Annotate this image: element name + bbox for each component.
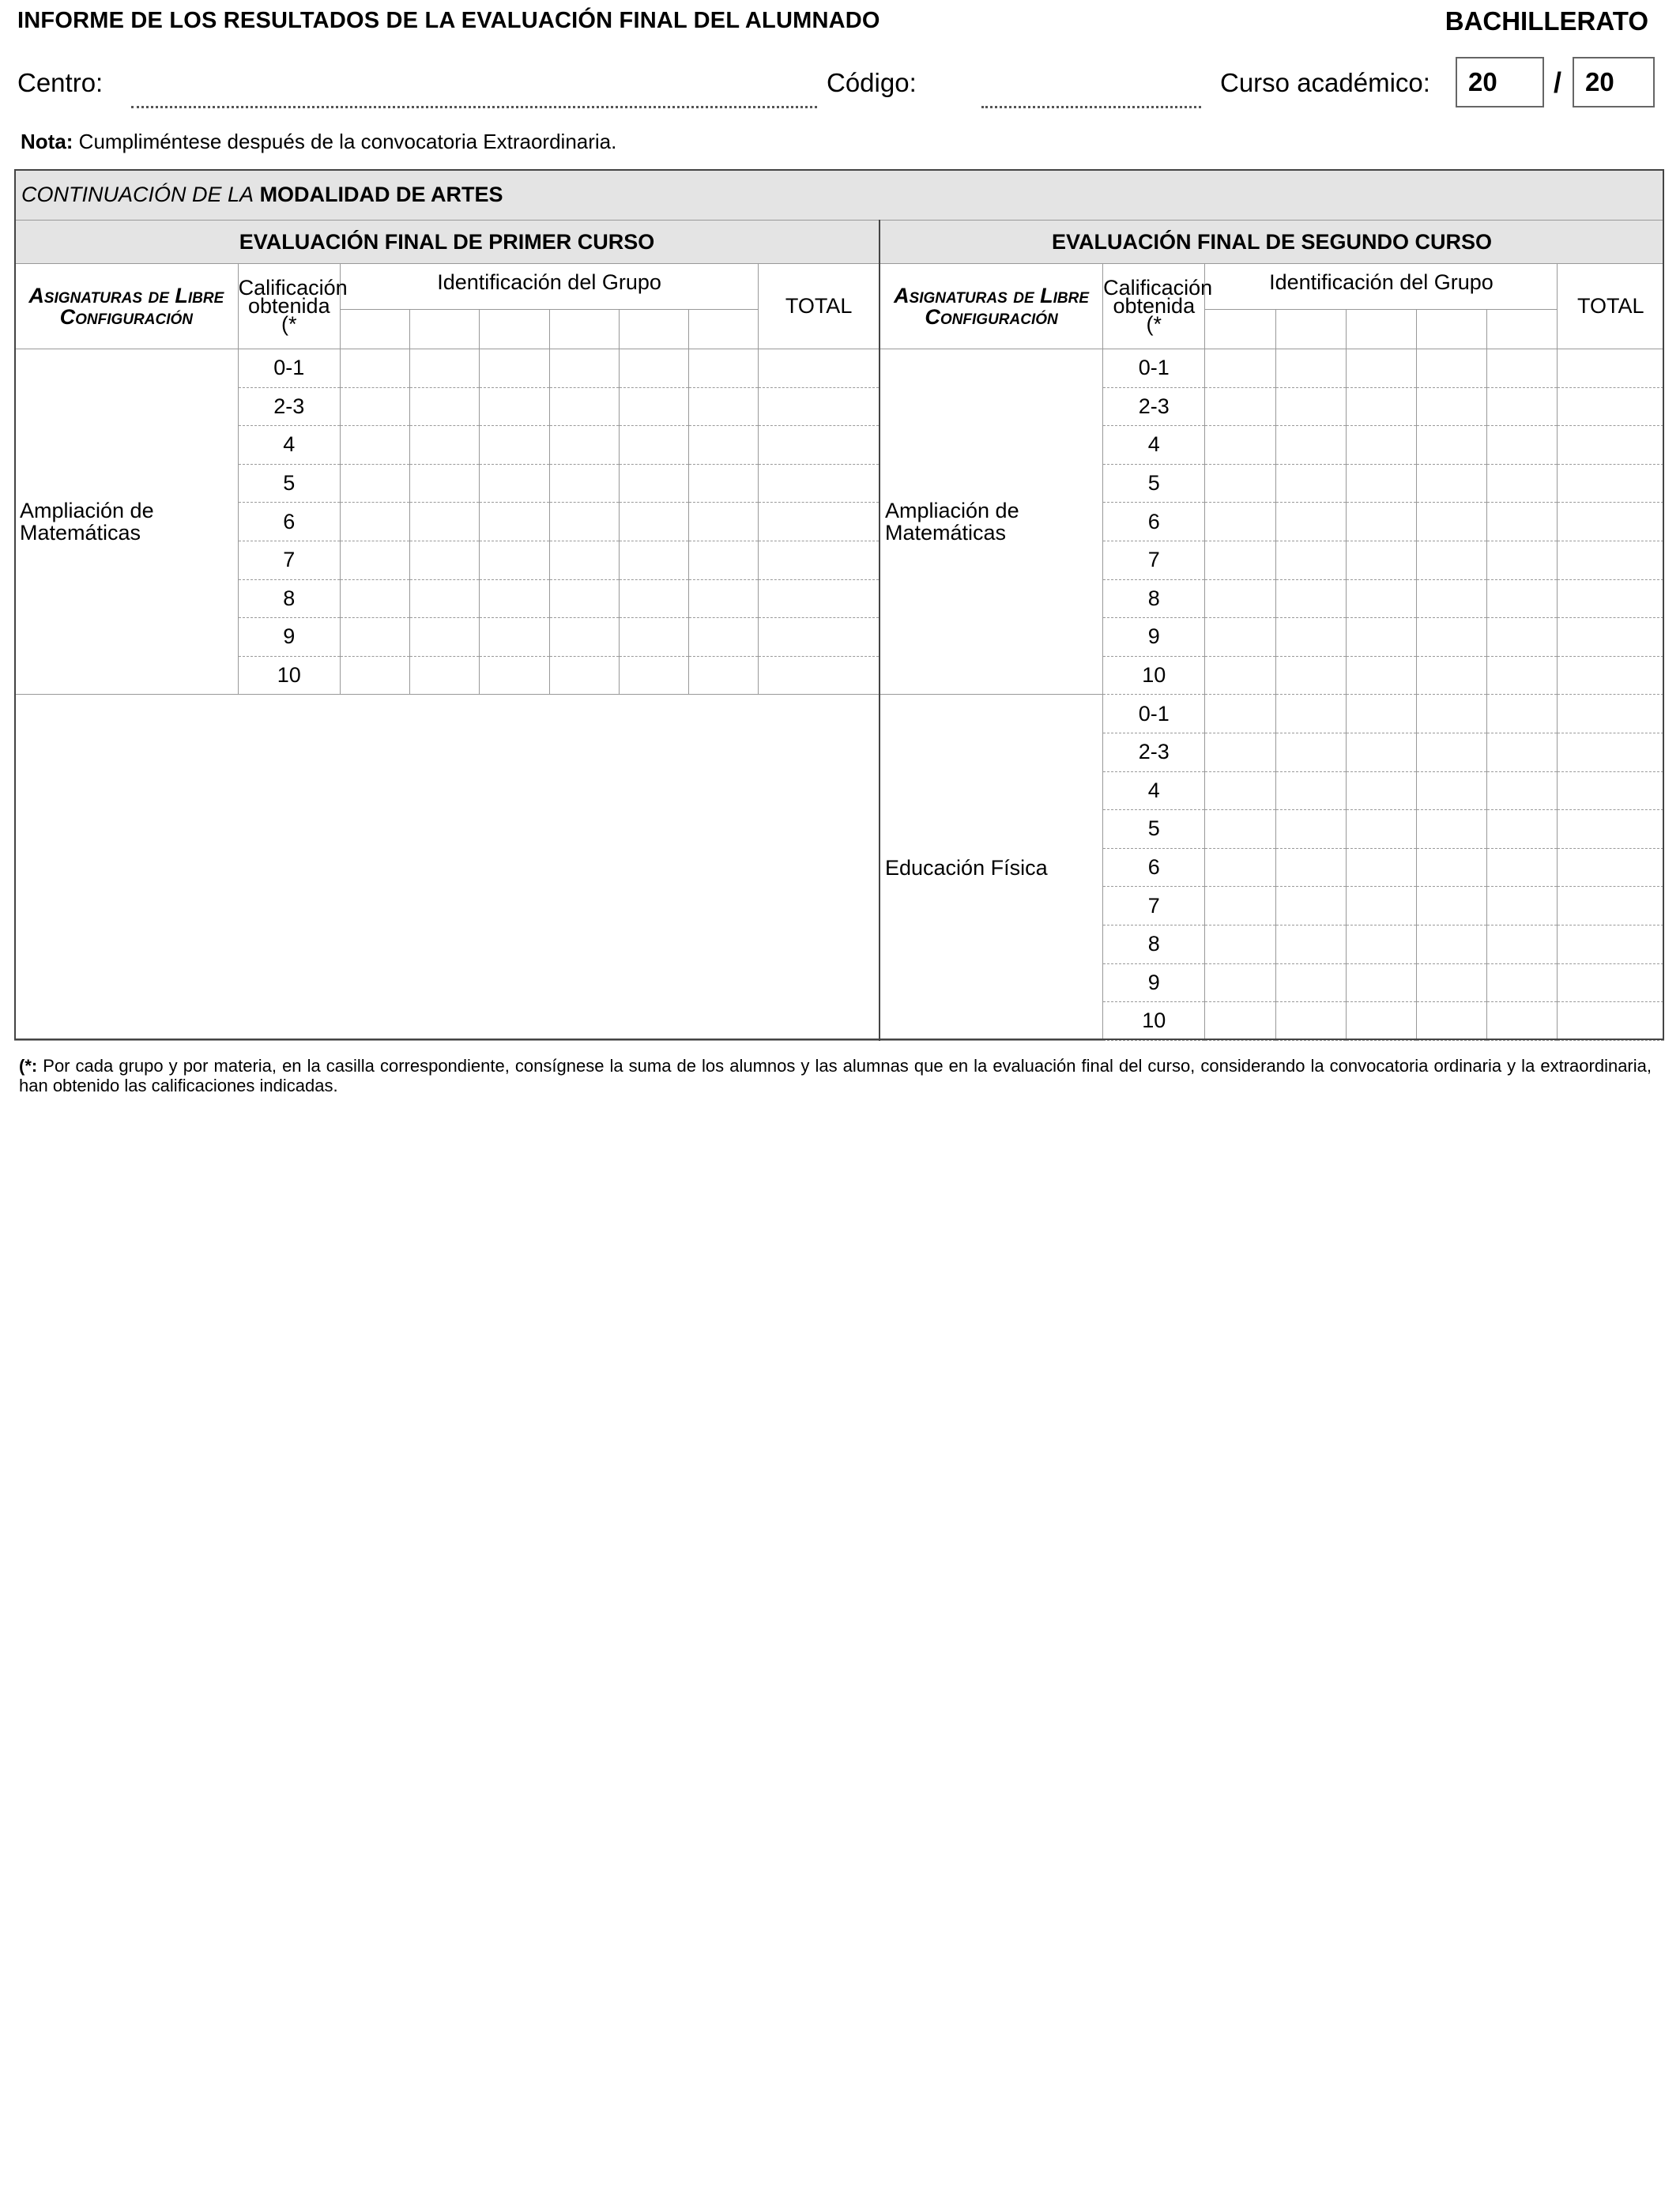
grade-row bbox=[15, 426, 1664, 465]
band-bold: MODALIDAD DE ARTES bbox=[259, 183, 503, 206]
total-cell[interactable] bbox=[1558, 464, 1664, 503]
count-cell[interactable] bbox=[1346, 887, 1416, 925]
document-title: INFORME DE LOS RESULTADOS DE LA EVALUACIÓN FINAL DEL ALUMNADO bbox=[17, 8, 880, 33]
total-cell[interactable] bbox=[1558, 1002, 1664, 1041]
footnote-mark: (*: bbox=[19, 1056, 38, 1076]
footnote-text: Por cada grupo y por materia, en la casilla correspondiente, consígnese la suma de los alumnos y las alumnas que en la evaluación final del curso, considerando la convocatoria ordinaria y la extraordinaria, han obtenido las calificaciones indicadas. bbox=[19, 1056, 1652, 1095]
count-cell[interactable] bbox=[549, 541, 619, 579]
count-cell[interactable] bbox=[1417, 733, 1487, 771]
group-id-cell[interactable] bbox=[1205, 310, 1275, 349]
total-cell[interactable] bbox=[1558, 695, 1664, 733]
count-cell[interactable] bbox=[549, 464, 619, 503]
count-cell[interactable] bbox=[1346, 925, 1416, 963]
total-cell[interactable] bbox=[1558, 579, 1664, 618]
count-cell[interactable] bbox=[619, 618, 688, 657]
count-cell[interactable] bbox=[410, 426, 480, 465]
count-cell[interactable] bbox=[410, 579, 480, 618]
grade-label: 10 bbox=[238, 656, 340, 695]
grade-label: 9 bbox=[1103, 618, 1205, 657]
group-id-cell[interactable] bbox=[619, 310, 688, 349]
count-cell[interactable] bbox=[340, 387, 409, 426]
grade-row bbox=[15, 503, 1664, 541]
count-cell[interactable] bbox=[1346, 349, 1416, 388]
count-cell[interactable] bbox=[480, 387, 549, 426]
count-cell[interactable] bbox=[1275, 541, 1346, 579]
count-cell[interactable] bbox=[1346, 656, 1416, 695]
count-cell[interactable] bbox=[1487, 1002, 1558, 1041]
count-cell[interactable] bbox=[1417, 925, 1487, 963]
grade-label: 9 bbox=[238, 618, 340, 657]
group-id-cell[interactable] bbox=[1346, 310, 1416, 349]
total-cell[interactable] bbox=[1558, 733, 1664, 771]
group-id-cell[interactable] bbox=[1275, 310, 1346, 349]
group-id-cell[interactable] bbox=[688, 310, 758, 349]
grade-label: 5 bbox=[238, 464, 340, 503]
grade-label: 7 bbox=[1103, 541, 1205, 579]
count-cell[interactable] bbox=[410, 503, 480, 541]
calif-header-2 bbox=[1103, 264, 1213, 349]
count-cell[interactable] bbox=[688, 656, 758, 695]
note bbox=[21, 130, 616, 154]
count-cell[interactable] bbox=[1275, 1002, 1346, 1041]
count-cell[interactable] bbox=[1275, 695, 1346, 733]
first-subject: Ampliación de Matemáticas bbox=[15, 349, 239, 695]
count-cell[interactable] bbox=[410, 541, 480, 579]
count-cell[interactable] bbox=[1487, 771, 1558, 810]
count-cell[interactable] bbox=[1417, 1002, 1487, 1041]
total-cell[interactable] bbox=[759, 426, 880, 465]
count-cell[interactable] bbox=[1205, 963, 1275, 1002]
grade-label: 0-1 bbox=[1103, 349, 1205, 388]
total-cell[interactable] bbox=[1558, 349, 1664, 388]
total-cell[interactable] bbox=[759, 579, 880, 618]
count-cell[interactable] bbox=[1275, 387, 1346, 426]
count-cell[interactable] bbox=[340, 618, 409, 657]
count-cell[interactable] bbox=[549, 503, 619, 541]
count-cell[interactable] bbox=[1275, 349, 1346, 388]
count-cell[interactable] bbox=[1275, 925, 1346, 963]
note-text: Cumpliméntese después de la convocatoria Extraordinaria. bbox=[73, 130, 617, 153]
total-cell[interactable] bbox=[1558, 887, 1664, 925]
grade-label: 7 bbox=[238, 541, 340, 579]
total-cell[interactable] bbox=[1558, 963, 1664, 1002]
count-cell[interactable] bbox=[1205, 810, 1275, 849]
modality-band bbox=[15, 170, 1664, 221]
count-cell[interactable] bbox=[549, 387, 619, 426]
band-italic: CONTINUACIÓN DE LA bbox=[21, 183, 254, 206]
count-cell[interactable] bbox=[1205, 656, 1275, 695]
count-cell[interactable] bbox=[1346, 771, 1416, 810]
count-cell[interactable] bbox=[619, 349, 688, 388]
count-cell[interactable] bbox=[340, 349, 409, 388]
count-cell[interactable] bbox=[619, 541, 688, 579]
count-cell[interactable] bbox=[1487, 387, 1558, 426]
curso-label: Curso académico: bbox=[1220, 68, 1430, 97]
subjects-header-1 bbox=[15, 264, 239, 349]
count-cell[interactable] bbox=[410, 656, 480, 695]
grade-row bbox=[15, 618, 1664, 657]
count-cell[interactable] bbox=[688, 349, 758, 388]
count-cell[interactable] bbox=[1346, 848, 1416, 887]
count-cell[interactable] bbox=[1417, 579, 1487, 618]
grade-label: 4 bbox=[238, 426, 340, 465]
count-cell[interactable] bbox=[1275, 464, 1346, 503]
count-cell[interactable] bbox=[480, 426, 549, 465]
calif-line3: (* bbox=[1146, 312, 1162, 336]
count-cell[interactable] bbox=[1205, 579, 1275, 618]
subjects-header-line1: Asignaturas de Libre bbox=[28, 283, 224, 307]
empty-block bbox=[15, 695, 880, 1040]
count-cell[interactable] bbox=[1346, 618, 1416, 657]
year-separator: / bbox=[1554, 66, 1562, 99]
education-level: BACHILLERATO bbox=[1445, 6, 1648, 36]
grade-row bbox=[15, 387, 1664, 426]
grade-row bbox=[15, 579, 1664, 618]
count-cell[interactable] bbox=[1417, 810, 1487, 849]
grade-label: 8 bbox=[1103, 579, 1205, 618]
count-cell[interactable] bbox=[1346, 503, 1416, 541]
count-cell[interactable] bbox=[1205, 503, 1275, 541]
count-cell[interactable] bbox=[480, 656, 549, 695]
subjects-header-line1: Asignaturas de Libre bbox=[894, 283, 1090, 307]
total-header-1: TOTAL bbox=[759, 264, 880, 349]
grade-label: 2-3 bbox=[238, 387, 340, 426]
calif-line3: (* bbox=[281, 312, 297, 336]
total-cell[interactable] bbox=[759, 349, 880, 388]
calif-line1: Calificación bbox=[1103, 276, 1213, 300]
count-cell[interactable] bbox=[1346, 1002, 1416, 1041]
count-cell[interactable] bbox=[1487, 618, 1558, 657]
grade-label: 8 bbox=[1103, 925, 1205, 963]
grade-row bbox=[15, 349, 1664, 388]
count-cell[interactable] bbox=[1487, 579, 1558, 618]
count-cell[interactable] bbox=[1487, 656, 1558, 695]
count-cell[interactable] bbox=[619, 387, 688, 426]
total-cell[interactable] bbox=[1558, 848, 1664, 887]
total-cell[interactable] bbox=[1558, 541, 1664, 579]
count-cell[interactable] bbox=[688, 503, 758, 541]
codigo-label: Código: bbox=[827, 68, 917, 97]
count-cell[interactable] bbox=[1205, 618, 1275, 657]
calif-line2: obtenida bbox=[247, 294, 330, 318]
grade-label: 9 bbox=[1103, 963, 1205, 1002]
group-id-cell[interactable] bbox=[410, 310, 480, 349]
total-cell[interactable] bbox=[759, 387, 880, 426]
grade-row bbox=[15, 656, 1664, 695]
second-course-header: EVALUACIÓN FINAL DE SEGUNDO CURSO bbox=[880, 221, 1664, 264]
grade-label: 7 bbox=[1103, 887, 1205, 925]
total-cell[interactable] bbox=[1558, 387, 1664, 426]
count-cell[interactable] bbox=[1205, 733, 1275, 771]
count-cell[interactable] bbox=[1487, 925, 1558, 963]
count-cell[interactable] bbox=[549, 579, 619, 618]
count-cell[interactable] bbox=[480, 503, 549, 541]
grade-label: 0-1 bbox=[238, 349, 340, 388]
grade-label: 2-3 bbox=[1103, 733, 1205, 771]
grade-row bbox=[15, 695, 1664, 733]
year-end-box[interactable]: 20 bbox=[1573, 57, 1655, 107]
count-cell[interactable] bbox=[1275, 579, 1346, 618]
count-cell[interactable] bbox=[480, 579, 549, 618]
count-cell[interactable] bbox=[480, 618, 549, 657]
year-start-box[interactable]: 20 bbox=[1456, 57, 1544, 107]
count-cell[interactable] bbox=[1417, 887, 1487, 925]
total-cell[interactable] bbox=[1558, 503, 1664, 541]
subjects-header-line2: Configuración bbox=[925, 304, 1058, 329]
count-cell[interactable] bbox=[1346, 387, 1416, 426]
count-cell[interactable] bbox=[1205, 426, 1275, 465]
total-cell[interactable] bbox=[759, 503, 880, 541]
count-cell[interactable] bbox=[1487, 426, 1558, 465]
count-cell[interactable] bbox=[410, 387, 480, 426]
first-course-header: EVALUACIÓN FINAL DE PRIMER CURSO bbox=[15, 221, 880, 264]
count-cell[interactable] bbox=[1205, 925, 1275, 963]
total-cell[interactable] bbox=[1558, 810, 1664, 849]
grade-label: 0-1 bbox=[1103, 695, 1205, 733]
count-cell[interactable] bbox=[619, 503, 688, 541]
total-cell[interactable] bbox=[759, 618, 880, 657]
count-cell[interactable] bbox=[480, 541, 549, 579]
total-cell[interactable] bbox=[759, 541, 880, 579]
count-cell[interactable] bbox=[688, 579, 758, 618]
count-cell[interactable] bbox=[549, 656, 619, 695]
count-cell[interactable] bbox=[340, 541, 409, 579]
group-header-1: Identificación del Grupo bbox=[340, 264, 758, 310]
count-cell[interactable] bbox=[1487, 810, 1558, 849]
count-cell[interactable] bbox=[549, 349, 619, 388]
footnote bbox=[19, 1056, 1652, 1095]
count-cell[interactable] bbox=[1417, 349, 1487, 388]
count-cell[interactable] bbox=[1417, 656, 1487, 695]
total-cell[interactable] bbox=[1558, 656, 1664, 695]
count-cell[interactable] bbox=[1275, 771, 1346, 810]
grade-label: 5 bbox=[1103, 464, 1205, 503]
calif-line2: obtenida bbox=[1113, 294, 1196, 318]
count-cell[interactable] bbox=[1275, 848, 1346, 887]
second-subject: Ampliación de Matemáticas bbox=[880, 349, 1103, 695]
count-cell[interactable] bbox=[1275, 656, 1346, 695]
total-cell[interactable] bbox=[1558, 618, 1664, 657]
centro-label: Centro: bbox=[17, 68, 104, 97]
count-cell[interactable] bbox=[1205, 464, 1275, 503]
count-cell[interactable] bbox=[1417, 503, 1487, 541]
count-cell[interactable] bbox=[340, 426, 409, 465]
grade-label: 4 bbox=[1103, 426, 1205, 465]
subjects-header-line2: Configuración bbox=[59, 304, 193, 329]
count-cell[interactable] bbox=[1487, 887, 1558, 925]
count-cell[interactable] bbox=[688, 541, 758, 579]
group-id-cell[interactable] bbox=[480, 310, 549, 349]
count-cell[interactable] bbox=[1346, 426, 1416, 465]
codigo-field[interactable] bbox=[981, 106, 1201, 108]
results-table bbox=[14, 169, 1664, 1041]
count-cell[interactable] bbox=[1487, 349, 1558, 388]
total-cell[interactable] bbox=[1558, 925, 1664, 963]
count-cell[interactable] bbox=[1417, 426, 1487, 465]
count-cell[interactable] bbox=[480, 349, 549, 388]
total-cell[interactable] bbox=[1558, 426, 1664, 465]
count-cell[interactable] bbox=[1346, 695, 1416, 733]
total-cell[interactable] bbox=[1558, 771, 1664, 810]
count-cell[interactable] bbox=[1275, 618, 1346, 657]
count-cell[interactable] bbox=[1205, 771, 1275, 810]
grade-label: 6 bbox=[1103, 503, 1205, 541]
count-cell[interactable] bbox=[1275, 733, 1346, 771]
count-cell[interactable] bbox=[410, 618, 480, 657]
calif-line1: Calificación bbox=[238, 276, 348, 300]
count-cell[interactable] bbox=[1417, 848, 1487, 887]
grade-label: 2-3 bbox=[1103, 387, 1205, 426]
count-cell[interactable] bbox=[340, 579, 409, 618]
count-cell[interactable] bbox=[1417, 963, 1487, 1002]
group-id-cell[interactable] bbox=[1487, 310, 1558, 349]
group-id-cell[interactable] bbox=[549, 310, 619, 349]
grade-label: 6 bbox=[238, 503, 340, 541]
count-cell[interactable] bbox=[1487, 848, 1558, 887]
group-id-cell[interactable] bbox=[1417, 310, 1487, 349]
group-header-2: Identificación del Grupo bbox=[1205, 264, 1558, 310]
count-cell[interactable] bbox=[1487, 963, 1558, 1002]
count-cell[interactable] bbox=[688, 426, 758, 465]
count-cell[interactable] bbox=[619, 656, 688, 695]
count-cell[interactable] bbox=[340, 503, 409, 541]
count-cell[interactable] bbox=[1346, 733, 1416, 771]
count-cell[interactable] bbox=[1275, 503, 1346, 541]
count-cell[interactable] bbox=[1346, 464, 1416, 503]
count-cell[interactable] bbox=[1205, 848, 1275, 887]
count-cell[interactable] bbox=[1417, 387, 1487, 426]
count-cell[interactable] bbox=[1205, 887, 1275, 925]
count-cell[interactable] bbox=[1487, 695, 1558, 733]
count-cell[interactable] bbox=[340, 656, 409, 695]
count-cell[interactable] bbox=[688, 464, 758, 503]
note-label: Nota: bbox=[21, 130, 73, 153]
grade-label: 6 bbox=[1103, 848, 1205, 887]
calif-header-1 bbox=[238, 264, 348, 349]
count-cell[interactable] bbox=[1487, 541, 1558, 579]
count-cell[interactable] bbox=[1346, 810, 1416, 849]
grade-label: 4 bbox=[1103, 771, 1205, 810]
second-subject: Educación Física bbox=[880, 695, 1103, 1040]
count-cell[interactable] bbox=[619, 464, 688, 503]
count-cell[interactable] bbox=[1205, 349, 1275, 388]
count-cell[interactable] bbox=[410, 464, 480, 503]
grade-label: 8 bbox=[238, 579, 340, 618]
count-cell[interactable] bbox=[1487, 733, 1558, 771]
total-cell[interactable] bbox=[759, 464, 880, 503]
count-cell[interactable] bbox=[1346, 963, 1416, 1002]
count-cell[interactable] bbox=[480, 464, 549, 503]
grade-row bbox=[15, 541, 1664, 579]
count-cell[interactable] bbox=[1417, 618, 1487, 657]
count-cell[interactable] bbox=[1275, 887, 1346, 925]
count-cell[interactable] bbox=[1275, 426, 1346, 465]
count-cell[interactable] bbox=[1417, 541, 1487, 579]
count-cell[interactable] bbox=[1346, 579, 1416, 618]
count-cell[interactable] bbox=[688, 387, 758, 426]
count-cell[interactable] bbox=[1487, 503, 1558, 541]
count-cell[interactable] bbox=[1417, 771, 1487, 810]
count-cell[interactable] bbox=[688, 618, 758, 657]
grade-label: 10 bbox=[1103, 1002, 1205, 1041]
total-cell[interactable] bbox=[759, 656, 880, 695]
count-cell[interactable] bbox=[1275, 963, 1346, 1002]
count-cell[interactable] bbox=[410, 349, 480, 388]
subjects-header-2 bbox=[880, 264, 1103, 349]
count-cell[interactable] bbox=[1275, 810, 1346, 849]
count-cell[interactable] bbox=[1205, 541, 1275, 579]
count-cell[interactable] bbox=[1417, 695, 1487, 733]
count-cell[interactable] bbox=[549, 618, 619, 657]
count-cell[interactable] bbox=[1487, 464, 1558, 503]
grade-label: 5 bbox=[1103, 810, 1205, 849]
count-cell[interactable] bbox=[340, 464, 409, 503]
count-cell[interactable] bbox=[1417, 464, 1487, 503]
count-cell[interactable] bbox=[619, 426, 688, 465]
grade-label: 10 bbox=[1103, 656, 1205, 695]
group-id-cell[interactable] bbox=[340, 310, 409, 349]
count-cell[interactable] bbox=[1205, 695, 1275, 733]
count-cell[interactable] bbox=[1205, 387, 1275, 426]
count-cell[interactable] bbox=[619, 579, 688, 618]
total-header-2: TOTAL bbox=[1558, 264, 1664, 349]
centro-field[interactable] bbox=[131, 106, 817, 108]
count-cell[interactable] bbox=[1205, 1002, 1275, 1041]
count-cell[interactable] bbox=[1346, 541, 1416, 579]
count-cell[interactable] bbox=[549, 426, 619, 465]
grade-row bbox=[15, 464, 1664, 503]
